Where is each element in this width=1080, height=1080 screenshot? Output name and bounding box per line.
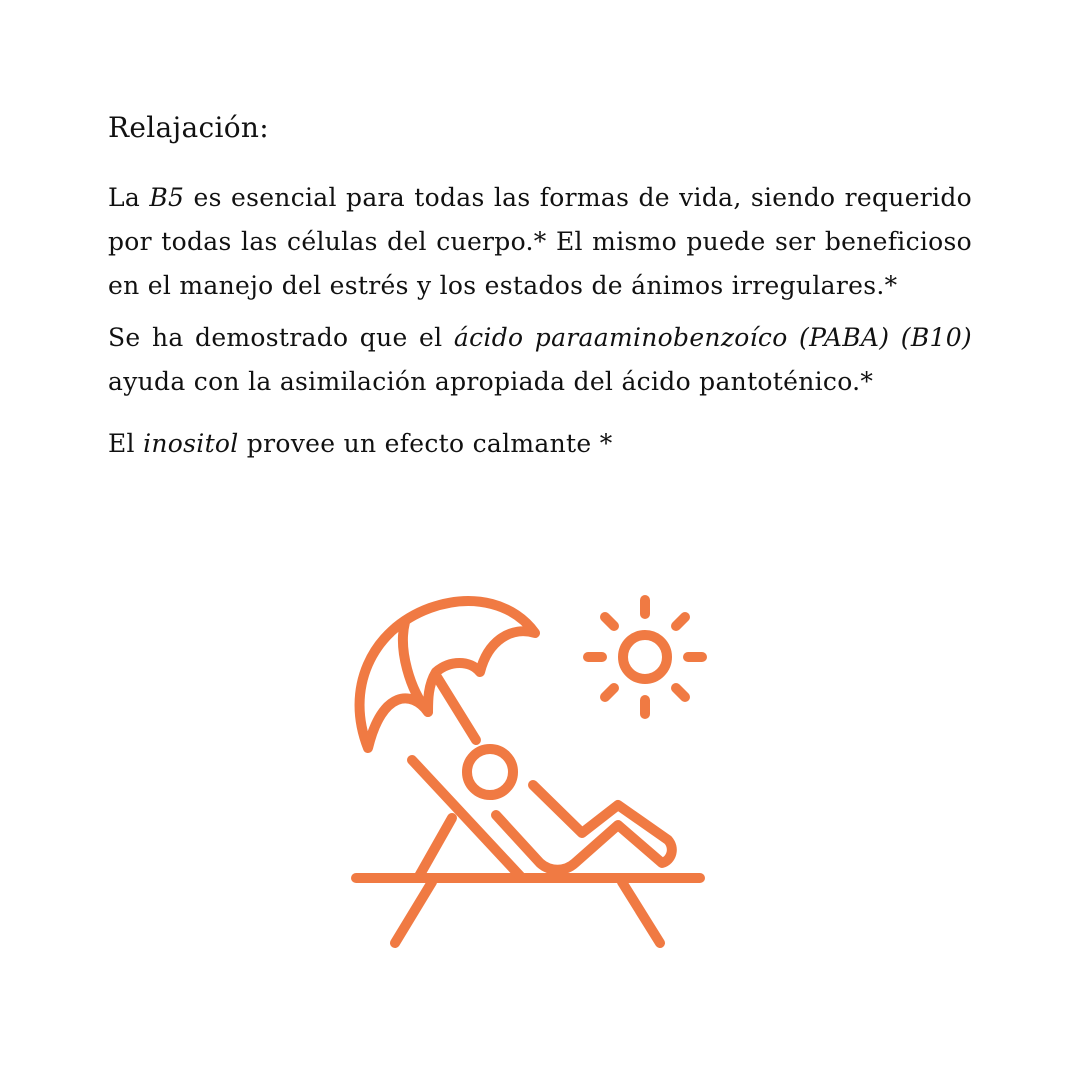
p2-text-c: ayuda con la asimilación apropiada del ácido pantoténico.* [108, 367, 874, 396]
umbrella-icon [360, 601, 535, 748]
beach-lounger-relax-icon [340, 585, 720, 965]
p3-term-inositol: inositol [143, 429, 239, 458]
p1-text-a: La [108, 183, 150, 212]
sun-icon [588, 600, 702, 714]
p2-term-paba: ácido paraaminobenzoíco (PABA) (B10) [453, 323, 972, 352]
paragraph-b5 [108, 176, 972, 308]
p2-text-a: Se ha demostrado que el [108, 323, 454, 352]
p1-text-c: es esencial para todas las formas de vida, siendo requerido por todas las células del cuerpo.* El mismo puede ser beneficioso en el manejo del estrés y los estados de ánimos irregulares.* [108, 183, 972, 300]
paragraph-inositol [108, 422, 972, 466]
section-heading: Relajación: [108, 111, 269, 144]
p1-term-b5: B5 [149, 183, 185, 212]
paragraph-paba [108, 316, 972, 404]
p3-text-c: provee un efecto calmante * [238, 429, 613, 458]
p3-text-a: El [108, 429, 144, 458]
article-content [108, 106, 972, 474]
